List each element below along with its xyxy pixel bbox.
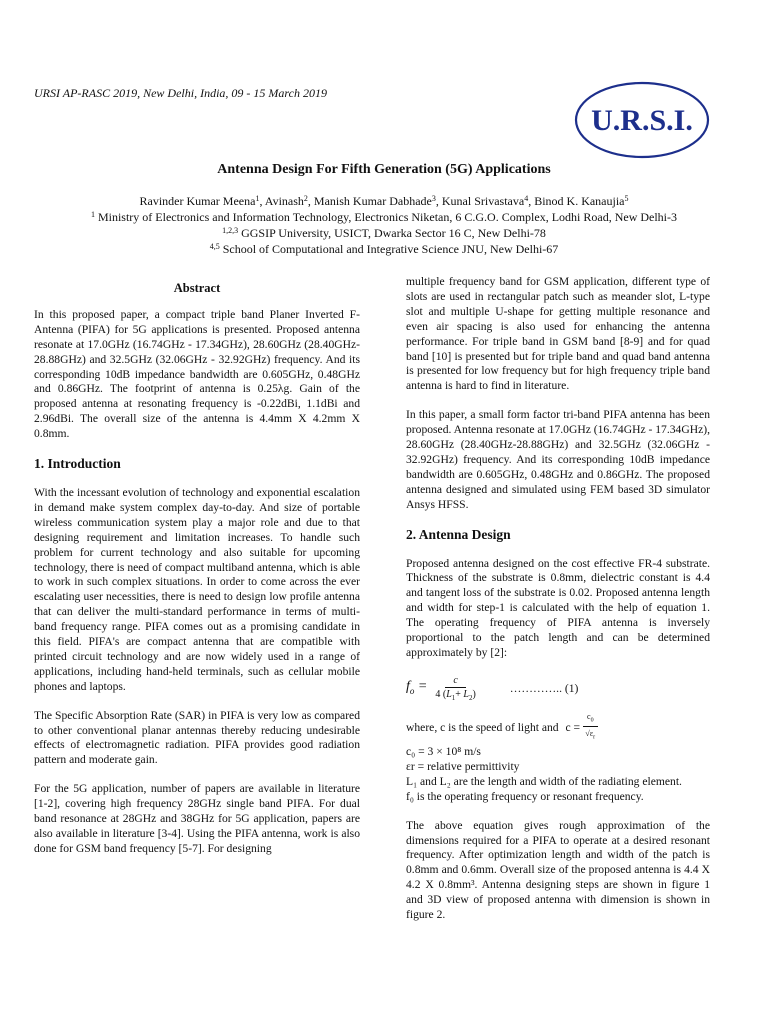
author-name: Manish Kumar Dabhade (313, 194, 432, 208)
paragraph: The Specific Absorption Rate (SAR) in PIFA is very low as compared to other conventional planar antennas thereby reducing undesirable effects of electromagnetic radiation. PIFA provides good radiation pattern and moderate gain. (34, 708, 360, 767)
paragraph: The above equation gives rough approximation of the dimensions required for a PIFA to operate at a desired resonant frequency. After optimization length and width of the patch is 0.8mm and 0.6mm. Overall size of the proposed antenna is 4.4 X 4.2 X 0.8mm³. Antenna designing steps are shown in figure 1 and 3D view of proposed antenna with dimension is shown in figure 2. (406, 818, 710, 922)
affiliation: $^1$ Ministry of Electronics and Information Technology, Electronics Niketan, 6 C.G.O. Complex, Lodhi Road, New Delhi-3 (90, 210, 678, 224)
left-column (34, 275, 360, 871)
f-definition: f₀ is the operating frequency or resonant frequency. (406, 789, 644, 803)
er-definition: εr = relative permittivity (406, 759, 520, 773)
antenna-design-heading: 2. Antenna Design (406, 526, 511, 542)
author-name: Binod K. Kanaujia (534, 194, 625, 208)
author-name: Kunal Srivastava (441, 194, 525, 208)
paper-title: Antenna Design For Fifth Generation (5G) Applications (217, 162, 551, 177)
equation-lhs: $f_o$ = (406, 679, 428, 697)
paragraph: For the 5G application, number of papers are available in literature [1-2], covering high frequency 28GHz single band PIFA. For dual band resonance at 28GHz and 38GHz for 5G application, papers are also available in literature [3-4]. Using the PIFA antenna, work is also done for GSM band frequency [5-7]. For designing (34, 782, 360, 855)
equation-fraction: $\frac{c}{4 (L_1+ L_2)}$ (435, 674, 476, 702)
paragraph: With the incessant evolution of technology and exponential escalation in demand make system complex day-to-day. And size of portable wireless communication system play a major role and due to that designing requirement and limitation increases. To handle such problem for current technology and also suitable for upcoming technology, there is need of compact multiband antenna, which is able to work in such complex situations. In order to come across the ever escalating user necessities, there is need to design low profile antenna that can deliver the multi-standard performance in terms of multi-band frequency range. PIFA comes out as a promising candidate in this field. PIFA's are compact antenna that are compatible with printed circuit technology and are now widely used in a range of applications, including hand-held terminals, such as cellular mobile phones and laptops. (34, 485, 360, 693)
paragraph: multiple frequency band for GSM application, different type of slots are used in rectangular patch such as meander slot, L-type slot and multiple U-shape for getting multiple resonance and even air spacing is also used for enhancing the antenna performance. For triple band in GSM band [8-9] and for quad band [10] is presented but for triple band and quad band antenna is presented for low frequency but for high frequency triple band antenna is hard to find in literature. (406, 275, 710, 393)
ursi-logo (573, 80, 711, 160)
equation-1 (406, 675, 710, 705)
abstract-text: In this proposed paper, a compact triple band Planer Inverted F-Antenna (PIFA) for 5G applications is presented. Proposed antenna resonate at 17.0GHz (16.74GHz - 17.34GHz), 28.60GHz (28.40GHz-28.88GHz) and 32.5GHz (32.06GHz - 32.92GHz) frequency. And its corresponding 10dB impedance bandwidth are 0.605GHz, 0.48GHz and 0.86GHz. The footprint of antenna is 0.25λg. Gain of the proposed antenna at resonating frequency is -0.22dBi, 1.1dBi and 2.96dBi. The overall size of the antenna is 4.4mm X 4.2mm X 0.8mm. (34, 307, 360, 441)
introduction-heading: 1. Introduction (34, 456, 121, 472)
author-list: Ravinder Kumar Meena$^1$, Avinash$^2$, Manish Kumar Dabhade$^3$, Kunal Srivastava$^4$, Binod K. Kanaujia$^5$ (139, 194, 629, 208)
logo-text: U.R.S.I. (591, 104, 693, 137)
where-line: where, c is the speed of light and c = $\frac{c_0}{√\varepsilon_r}$ (406, 711, 710, 745)
c0-definition: c₀ = 3 × 10⁸ m/s (406, 745, 481, 759)
conference-header: URSI AP-RASC 2019, New Delhi, India, 09 - 15 March 2019 (34, 86, 327, 100)
author-name: Ravinder Kumar Meena (139, 194, 256, 208)
author-block (0, 193, 768, 257)
affiliation: $^{4,5}$ School of Computational and Integrative Science JNU, New Delhi-67 (209, 242, 559, 256)
paragraph: In this paper, a small form factor tri-band PIFA antenna has been proposed. Antenna resonate at 17.0GHz (16.74GHz - 17.34GHz), 28.60GHz (28.40GHz-28.88GHz) and 32.5GHz (32.06GHz - 32.92GHz) frequency. And its corresponding 10dB impedance bandwidth are 0.605GHz, 0.48GHz and 0.86GHz. The proposed antenna designed and simulated using FEM based 3D simulator Ansys HFSS. (406, 408, 710, 511)
author-name: Avinash (264, 194, 304, 208)
l-definition: L₁ and L₂ are the length and width of the radiating element. (406, 774, 682, 788)
right-column (406, 275, 710, 937)
paragraph: Proposed antenna designed on the cost effective FR-4 substrate. Thickness of the substrate is 0.8mm, dielectric constant is 4.4 and tangent loss of the substrate is 0.02. Proposed antenna length and width for step-1 is calculated with the help of equation 1. The operating frequency of PIFA antenna is inversely proportional to the patch length and can be determined approximately by [2]: (406, 556, 710, 659)
affiliation: $^{1,2,3}$ GGSIP University, USICT, Dwarka Sector 16 C, New Delhi-78 (222, 226, 546, 240)
equation-number: ………….. (1) (509, 682, 579, 696)
abstract-heading: Abstract (173, 281, 221, 295)
